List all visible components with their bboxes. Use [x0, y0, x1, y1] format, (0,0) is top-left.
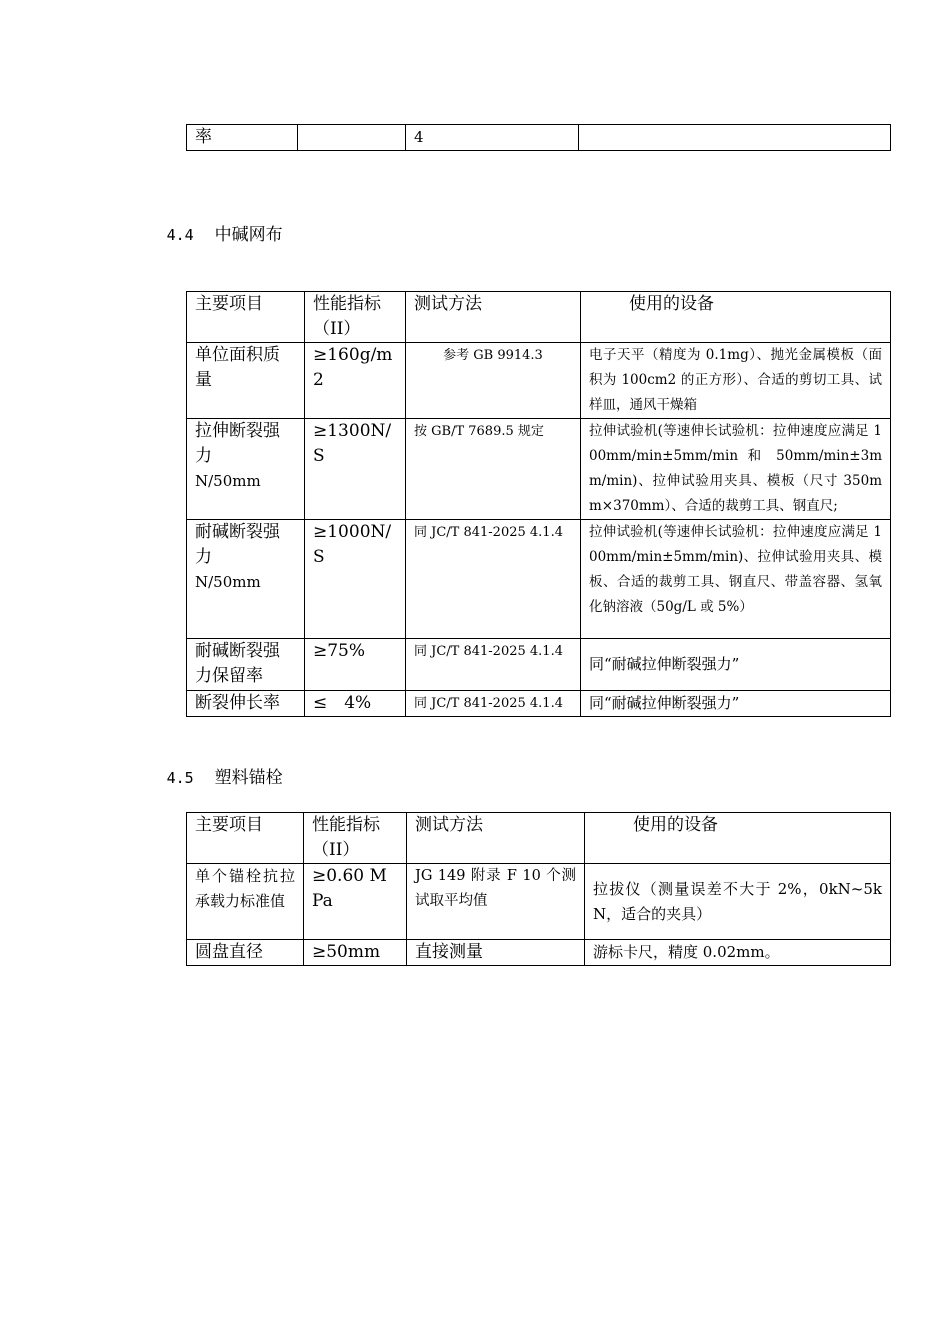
row-equipment: 电子天平（精度为 0.1mg）、抛光金属模板（面积为 100cm2 的正方形）、合适的剪切工具、试样皿，通风干燥箱	[581, 343, 891, 419]
top-continuation-table	[186, 124, 891, 151]
table-row	[187, 125, 891, 151]
row-method: JG 149 附录 F 10 个测试取平均值	[407, 864, 585, 940]
row-spec: ≤ 4%	[305, 691, 406, 717]
section-title: 中碱网布	[214, 225, 283, 245]
section-number: 4.5	[166, 769, 194, 787]
section-heading-4-4	[145, 200, 283, 265]
row-equipment: 拉拔仪（测量误差不大于 2%，0kN~5kN，适合的夹具）	[585, 864, 891, 940]
table-cell	[298, 125, 406, 151]
header-equipment: 使用的设备	[585, 813, 891, 864]
table-row	[187, 343, 891, 419]
row-equipment: 游标卡尺，精度 0.02mm。	[585, 940, 891, 966]
row-method: 按 GB/T 7689.5 规定	[406, 419, 581, 520]
row-spec: ≥0.60 MPa	[304, 864, 407, 940]
header-method: 测试方法	[406, 292, 581, 343]
row-equipment: 拉伸试验机(等速伸长试验机：拉伸速度应满足 100mm/min±5mm/min 和 50mm/min±3mm/min)、拉伸试验用夹具、模板（尺寸 350mm×370mm）、合适的裁剪工具、钢直尺;	[581, 419, 891, 520]
table-cell	[579, 125, 891, 151]
row-method: 参考 GB 9914.3	[406, 343, 581, 419]
row-spec: ≥1000N/S	[305, 520, 406, 639]
section-number: 4.4	[166, 226, 194, 244]
row-equipment: 拉伸试验机(等速伸长试验机：拉伸速度应满足 100mm/min±5mm/min)、拉伸试验用夹具、模板、合适的裁剪工具、钢直尺、带盖容器、氢氧化钠溶液（50g/L 或 5%）	[581, 520, 891, 639]
table-row	[187, 691, 891, 717]
table-row	[187, 864, 891, 940]
row-equipment: 同“耐碱拉伸断裂强力”	[581, 639, 891, 691]
row-method: 直接测量	[407, 940, 585, 966]
section-title: 塑料锚栓	[214, 768, 283, 788]
row-spec: ≥160g/m2	[305, 343, 406, 419]
row-spec: ≥75%	[305, 639, 406, 691]
header-equipment: 使用的设备	[581, 292, 891, 343]
header-item: 主要项目	[187, 292, 305, 343]
row-item: 断裂伸长率	[187, 691, 305, 717]
mesh-spec-table	[186, 291, 891, 717]
row-item: 耐碱断裂强力 N/50mm	[187, 520, 305, 639]
row-spec: ≥50mm	[304, 940, 407, 966]
table-cell: 4	[406, 125, 579, 151]
row-item: 单个锚栓抗拉承载力标准值	[187, 864, 304, 940]
table-row	[187, 639, 891, 691]
table-row	[187, 940, 891, 966]
row-equipment: 同“耐碱拉伸断裂强力”	[581, 691, 891, 717]
table-header-row	[187, 292, 891, 343]
row-method: 同 JC/T 841-2025 4.1.4	[406, 691, 581, 717]
anchor-spec-table	[186, 812, 891, 966]
row-method: 同 JC/T 841-2025 4.1.4	[406, 639, 581, 691]
row-item: 耐碱断裂强力保留率	[187, 639, 305, 691]
header-spec: 性能指标 （II）	[305, 292, 406, 343]
row-item: 圆盘直径	[187, 940, 304, 966]
table-cell: 率	[187, 125, 298, 151]
row-method: 同 JC/T 841-2025 4.1.4	[406, 520, 581, 639]
table-row	[187, 419, 891, 520]
row-item: 拉伸断裂强力 N/50mm	[187, 419, 305, 520]
header-spec: 性能指标 （II）	[304, 813, 407, 864]
section-heading-4-5	[145, 743, 283, 808]
row-spec: ≥1300N/S	[305, 419, 406, 520]
header-item: 主要项目	[187, 813, 304, 864]
table-header-row	[187, 813, 891, 864]
header-method: 测试方法	[407, 813, 585, 864]
table-row	[187, 520, 891, 639]
row-item: 单位面积质量	[187, 343, 305, 419]
